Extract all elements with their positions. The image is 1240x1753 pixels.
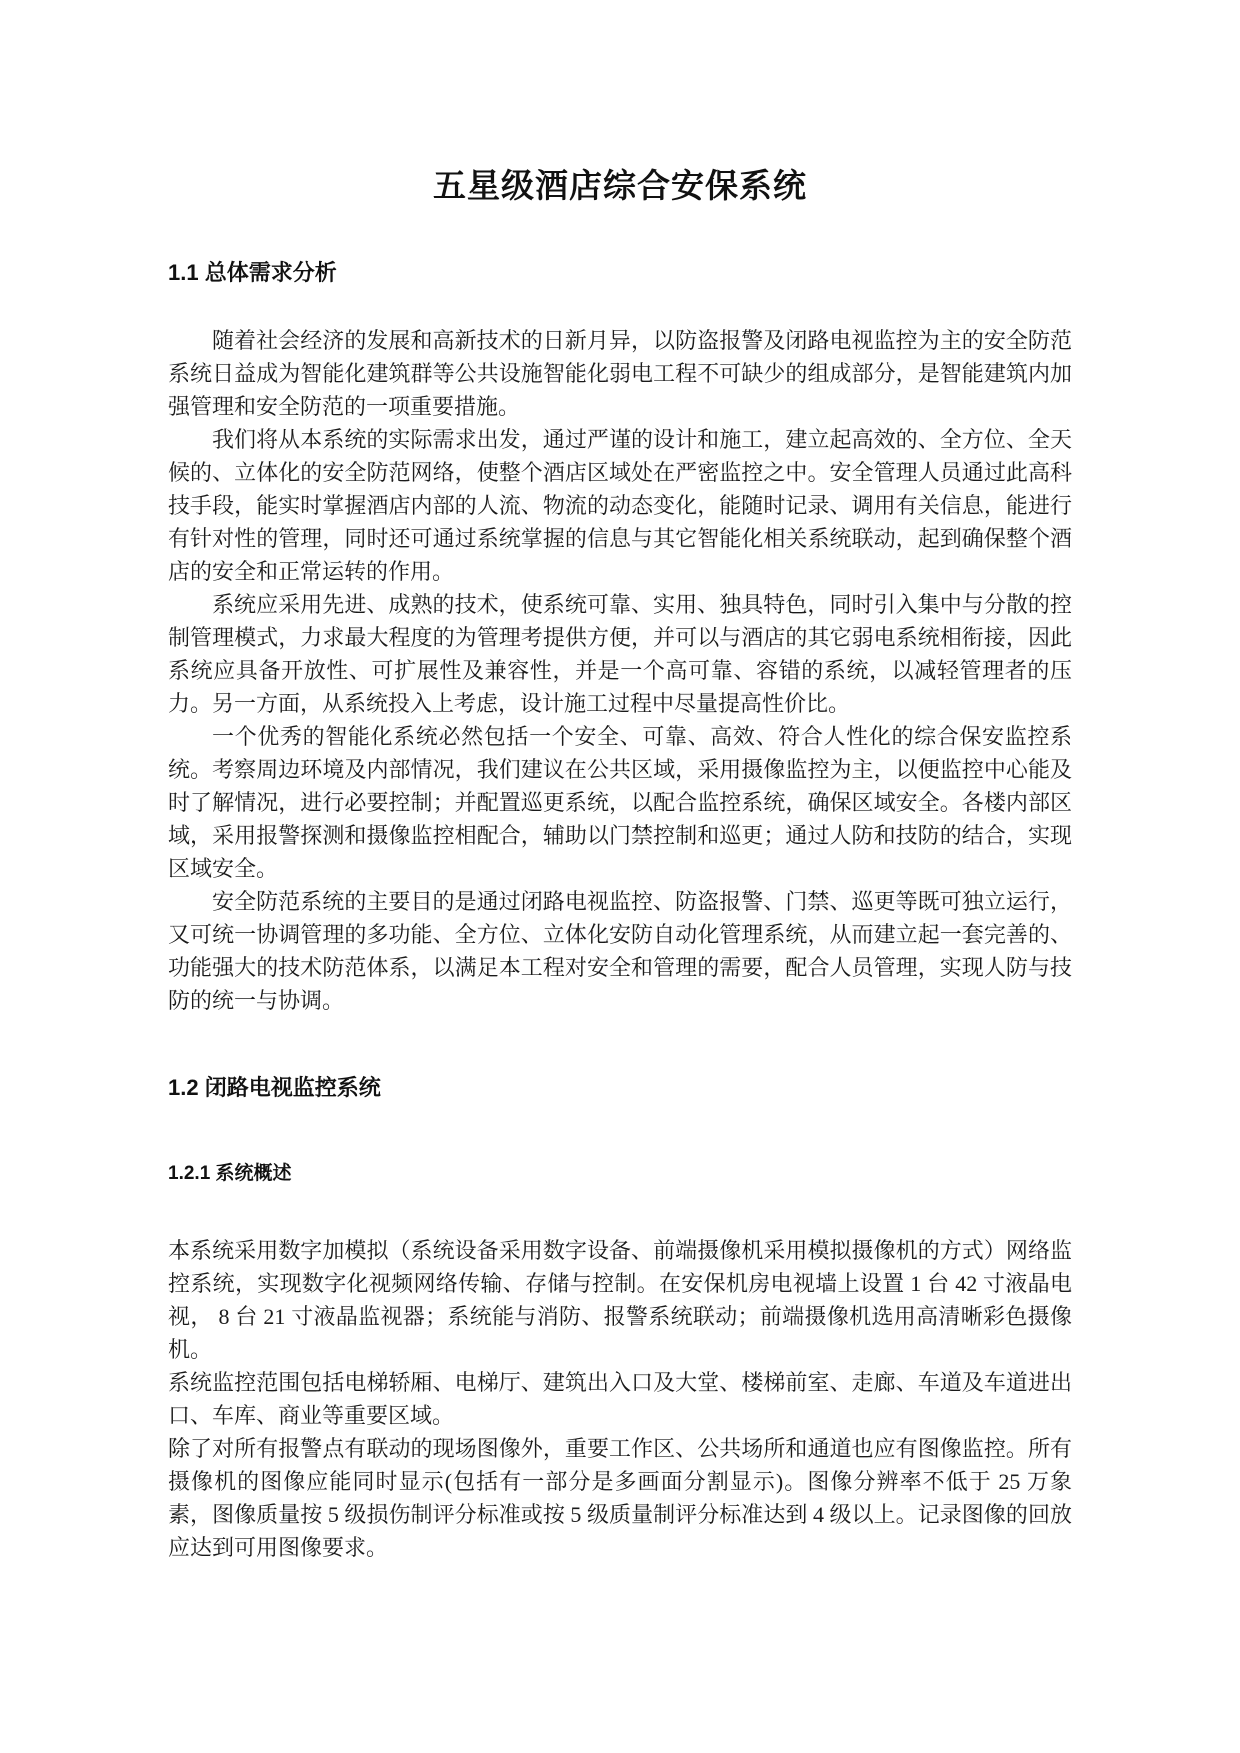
paragraph-overview-5: 安全防范系统的主要目的是通过闭路电视监控、防盗报警、门禁、巡更等既可独立运行，又可统一协调管理的多功能、全方位、立体化安防自动化管理系统，从而建立起一套完善的、功能强大的技术防范体系，以满足本工程对安全和管理的需要，配合人员管理，实现人防与技防的统一与协调。	[168, 888, 1072, 1013]
paragraph-overview-2: 我们将从本系统的实际需求出发，通过严谨的设计和施工，建立起高效的、全方位、全天候的、立体化的安全防范网络，使整个酒店区域处在严密监控之中。安全管理人员通过此高科技手段，能实时掌握酒店内部的人流、物流的动态变化，能随时记录、调用有关信息，能进行有针对性的管理，同时还可通过系统掌握的信息与其它智能化相关系统联动，起到确保整个酒店的安全和正常运转的作用。	[168, 426, 1072, 584]
paragraph-cctv-2: 系统监控范围包括电梯轿厢、电梯厅、建筑出入口及大堂、楼梯前室、走廊、车道及车道进出口、车库、商业等重要区域。	[168, 1369, 1072, 1428]
section-heading-1-1: 1.1 总体需求分析	[168, 259, 337, 285]
paragraph-overview-4: 一个优秀的智能化系统必然包括一个安全、可靠、高效、符合人性化的综合保安监控系统。考察周边环境及内部情况，我们建议在公共区域，采用摄像监控为主，以便监控中心能及时了解情况，进行必要控制；并配置巡更系统，以配合监控系统，确保区域安全。各楼内部区域，采用报警探测和摄像监控相配合，辅助以门禁控制和巡更；通过人防和技防的结合，实现区域安全。	[168, 723, 1072, 881]
paragraph-overview-1: 随着社会经济的发展和高新技术的日新月异，以防盗报警及闭路电视监控为主的安全防范系统日益成为智能化建筑群等公共设施智能化弱电工程不可缺少的组成部分，是智能建筑内加强管理和安全防范的一项重要措施。	[168, 327, 1072, 419]
paragraph-cctv-1: 本系统采用数字加模拟（系统设备采用数字设备、前端摄像机采用模拟摄像机的方式）网络监控系统，实现数字化视频网络传输、存储与控制。在安保机房电视墙上设置 1 台 42 寸液晶电视， 8 台 21 寸液晶监视器；系统能与消防、报警系统联动；前端摄像机选用高清晰彩色摄像机。	[168, 1237, 1072, 1362]
section-1-1-body	[168, 324, 1072, 1017]
document-title: 五星级酒店综合安保系统	[433, 169, 807, 205]
section-heading-1-2: 1.2 闭路电视监控系统	[168, 1074, 381, 1100]
paragraph-overview-3: 系统应采用先进、成熟的技术，使系统可靠、实用、独具特色，同时引入集中与分散的控制管理模式，力求最大程度的为管理考提供方便，并可以与酒店的其它弱电系统相衔接，因此系统应具备开放性、可扩展性及兼容性，并是一个高可靠、容错的系统，以减轻管理者的压力。另一方面，从系统投入上考虑，设计施工过程中尽量提高性价比。	[168, 591, 1072, 716]
subsection-heading-1-2-1: 1.2.1 系统概述	[168, 1162, 292, 1184]
subsection-1-2-1-body	[168, 1234, 1072, 1564]
paragraph-cctv-3: 除了对所有报警点有联动的现场图像外，重要工作区、公共场所和通道也应有图像监控。所有摄像机的图像应能同时显示(包括有一部分是多画面分割显示)。图像分辨率不低于 25 万象素，图像质量按 5 级损伤制评分标准或按 5 级质量制评分标准达到 4 级以上。记录图像的回放应达到可用图像要求。	[168, 1435, 1072, 1560]
